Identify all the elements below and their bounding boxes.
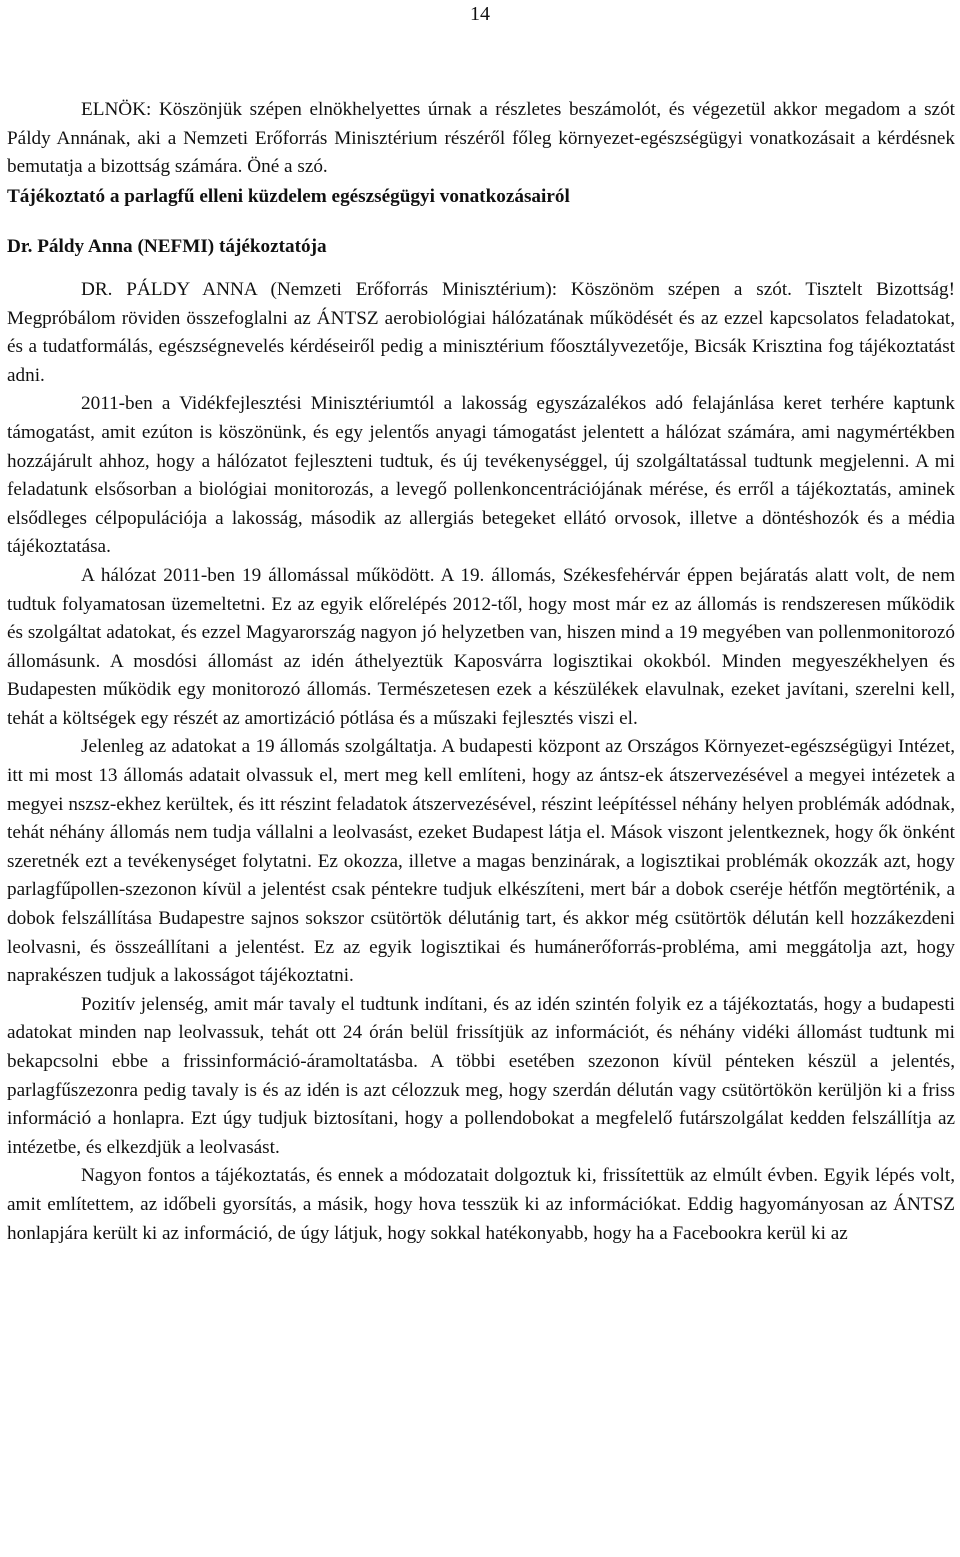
speaker-heading: Dr. Páldy Anna (NEFMI) tájékoztatója xyxy=(7,236,327,258)
paragraph-paldy-positive: Pozitív jelenség, amit már tavaly el tudtunk indítani, és az idén szintén folyik ez a tájékoztatás, hogy a budapesti adatokat minden nap leolvassuk, tehát ott 24 órán belül frissítjük az információt, és néhány vidéki állomást tudtunk mi bekapcsolni ebbe a frissinformáció-áramoltatásba. A többi esetében szezonon kívül pénteken készül a jelentés, parlagfűszezonra pedig tavaly is és az idén is azt célozzuk meg, hogy szerdán délután vagy csütörtökön kerüljön ki a friss információ a honlapra. Ezt úgy tudjuk biztosítani, hogy a pollendobokat a megfelelő futárszolgálat kedden felszállítja az intézetbe, és elkezdjük a leolvasást. xyxy=(7,993,955,1158)
document-body xyxy=(7,96,955,1248)
paragraph-paldy-network: A hálózat 2011-ben 19 állomással működött. A 19. állomás, Székesfehérvár éppen bejáratás alatt volt, de nem tudtuk folyamatosan üzemeltetni. Ez az egyik előrelépés 2012-től, hogy most már ez az állomás is rendszeresen működik és szolgáltat adatokat, és ezzel Magyarország nagyon jó helyzetben van, hiszen mind a 19 megyében van pollenmonitorozó állomásunk. A mosdósi állomást az idén áthelyeztük Kaposvárra logisztikai okokból. Minden megyeszékhelyen és Budapesten működik egy monitorozó állomás. Természetesen ezek a készülékek elavulnak, ezeket javítani, szerelni kell, tehát a költségek egy részét az amortizáció pótlása és a műszaki fejlesztés viszi el. xyxy=(7,564,955,729)
page-number: 14 xyxy=(470,3,490,25)
paragraph-paldy-data: Jelenleg az adatokat a 19 állomás szolgáltatja. A budapesti központ az Országos Környezet-egészségügyi Intézet, itt mi most 13 állomás adatait olvassuk el, mert meg kell említeni, hogy az ántsz-ek átszervezésével a megyei intézetek a megyei nszsz-ekhez kerültek, és itt részint feladatok átszervezésével, részint leépítéssel néhány helyen problémák adódnak, tehát néhány állomás nem tudja vállalni a leolvasást, ezeket Budapest látja el. Mások viszont jelentkeznek, hogy ők önként szeretnék ezt a tevékenységet folytatni. Ez okozza, illetve a magas benzinárak, a logisztikai problémák okozzák azt, hogy parlagfűpollen-szezonon kívül a jelentést csak péntekre tudjuk elkészíteni, mert bár a dobok cseréje hétfőn megtörténik, a dobok felszállítása Budapestre sajnos sokszor csütörtök délutánig tart, és akkor még csütörtök délután kell hozzákezdeni leolvasni, és összeállítani a jelentést. Ez az egyik logisztikai és humánerőforrás-probléma, ami meggátolja azt, hogy naprakészen tudjuk a lakosságot tájékoztatni. xyxy=(7,736,955,987)
paragraph-paldy-funding: 2011-ben a Vidékfejlesztési Minisztériumtól a lakosság egyszázalékos adó felajánlása keret terhére kaptunk támogatást, amit ezúton is köszönünk, és egy jelentős anyagi támogatást jelentett a hálózat számára, ami nagymértékben hozzájárult ahhoz, hogy a hálózatot fejleszteni tudtuk, és új tevékenységgel, új szolgáltatással tudtunk megjelenni. A mi feladatunk elsősorban a biológiai monitorozás, a levegő pollenkoncentrációjának mérése, és erről a tájékoztatás, aminek elsődleges célpopulációja a lakosság, második az allergiás betegeket ellátó orvosok, illetve a döntéshozók és a média tájékoztatása. xyxy=(7,393,955,558)
paragraph-paldy-information: Nagyon fontos a tájékoztatás, és ennek a módozatait dolgoztuk ki, frissítettük az elmúlt évben. Egyik lépés volt, amit említettem, az időbeli gyorsítás, a másik, hogy hova tesszük ki az információkat. Eddig hagyományosan az ÁNTSZ honlapjára került ki az információ, de úgy látjuk, hogy sokkal hatékonyabb, hogy ha a Facebookra kerül ki az xyxy=(7,1165,955,1244)
paragraph-chair-intro: ELNÖK: Köszönjük szépen elnökhelyettes úrnak a részletes beszámolót, és végezetül akkor megadom a szót Páldy Annának, aki a Nemzeti Erőforrás Minisztérium részéről főleg környezet-egészségügyi vonatkozásait a kérdésnek bemutatja a bizottság számára. Öné a szó. xyxy=(7,99,955,178)
section-heading: Tájékoztató a parlagfű elleni küzdelem egészségügyi vonatkozásairól xyxy=(7,185,570,207)
paragraph-paldy-opening: DR. PÁLDY ANNA (Nemzeti Erőforrás Minisztérium): Köszönöm szépen a szót. Tisztelt Bizottság! Megpróbálom röviden összefoglalni az ÁNTSZ aerobiológiai hálózatának működését és az ezzel kapcsolatos feladatokat, és a tudatformálás, egészségnevelés kérdéseiről pedig a minisztérium főosztályvezetője, Bicsák Krisztina fog tájékoztatást adni. xyxy=(7,278,955,386)
